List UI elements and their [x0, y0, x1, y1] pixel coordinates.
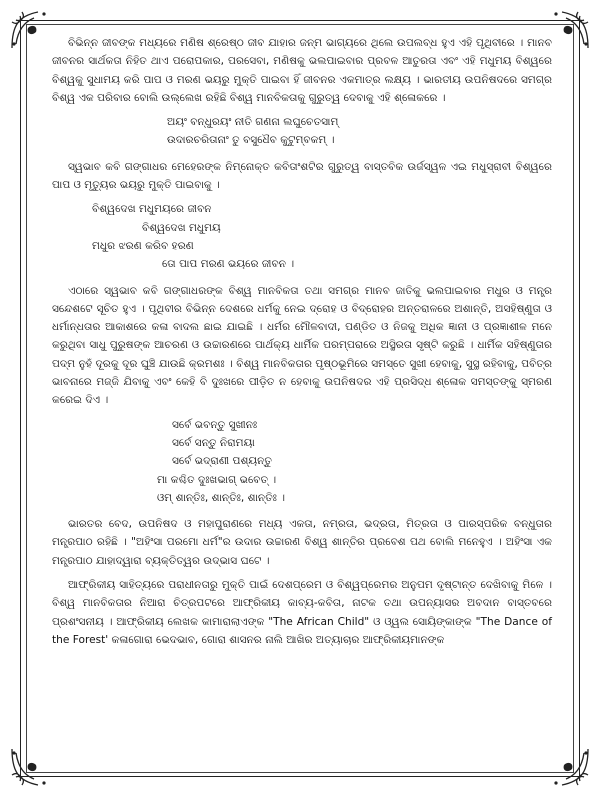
poem-excerpt [52, 200, 552, 273]
corner-ornament-bottom-left [8, 745, 52, 789]
sanskrit-shloka-sarve [52, 416, 552, 507]
shloka-line: ସର୍ବେ ଭବନ୍ତୁ ସୁଖୀନଃ [172, 418, 258, 431]
shloka-line: ଓମ୍ ଶାନ୍ତିଃ, ଶାନ୍ତିଃ, ଶାନ୍ତିଃ । [157, 491, 286, 504]
paragraph-gangadhar: ସ୍ୱଭାବ କବି ଗଙ୍ଗାଧର ମେହେରଙ୍କ ନିମ୍ନୋକ୍ତ କବିତାଂଶଟିର ଗୁରୁତ୍ୱ ବାସ୍ତବିକ ଉର୍ଜସ୍ୱଳ ଏଇ ମଧୁସ୍ରାବୀ ବିଶ୍ୱରେ ପାପ ଓ ମୃତ୍ୟୁର ଭୟରୁ ମୁକ୍ତି ପାଇବାକୁ । [52, 160, 552, 192]
shloka-line: ମା କଶ୍ଚିତ ଦୁଃଖଭାଗ୍ ଭବେତ୍ । [157, 473, 277, 486]
poem-line: ତୋ ପାପ ମରଣ ଭୟରେ ଜୀବନ । [162, 258, 295, 271]
poem-line: ମଧୁର ଝରଣ କରିବ ହରଣ [92, 239, 194, 252]
paragraph-religion: ଏଠାରେ ସ୍ୱଭାବ କବି ଗଙ୍ଗାଧରଙ୍କ ବିଶ୍ୱ ମାନବିକତା ତଥା ସମଗ୍ର ମାନବ ଜାତିକୁ ଭଲପାଇବାର ମଧୁର ଓ ମନ୍ତ୍ର ସନ୍ଦେଶଟେ ସୂଚିତ ହୁଏ । ପୃଥିବୀର ବିଭିନ୍ନ ଦେଶରେ ଧର୍ମକୁ ନେଇ ଦ୍ରୋହ ଓ ବିଦ୍ରୋହର ଅନ୍ତରାଳରେ ଅଶାନ୍ତି, ଅସହିଷ୍ଣୁତା ଓ ଧର୍ମାନ୍ଧତାର ଆକାଶରେ କଳା ବାଦଲ ଛାଇ ଯାଇଛି । ଧର୍ମର ମୌଳବାଦୀ, ପଣ୍ଡିତ ଓ ନିଜକୁ ଅଧିକ ଜ୍ଞାନୀ ଓ ପ୍ରଜ୍ଞାଶୀଳ ମନେ କରୁଥିବା ସାଧୁ ପୁରୁଷଙ୍କ ଆଚରଣ ଓ ଉଚ୍ଚାରଣରେ ପାର୍ଥକ୍ୟ ଧାର୍ମିକ ପରମ୍ପରାରେ ଅସ୍ଥିରତା ସୃଷ୍ଟି କରୁଛି । ଧାର୍ମିକ ସହିଷ୍ଣୁତାର ପଦ୍ମ ନୁହଁ ଦୂରକୁ ଦୂର ଘୁଞ୍ଚି ଯାଉଛି କ୍ରମଶଃ । ବିଶ୍ୱ ମାନବିକତାର ପୃଷ୍ଠଭୂମିରେ ସମସ୍ତେ ସୁଖୀ ହେବାକୁ, ସୁସ୍ଥ ରହିବାକୁ, ପବିତ୍ର ଭାବନାରେ ମଜ୍ଜି ଯିବାକୁ ଏବଂ କେହି ବି ଦୁଃଖରେ ପୀଡ଼ିତ ନ ହେବାକୁ ଉପନିଷଦର ଏହି ପ୍ରସିଦ୍ଧ ଶ୍ଳୋକ ସମସ୍ତଙ୍କୁ ସ୍ମରଣ କରେଇ ଦିଏ । [52, 284, 552, 407]
paragraph-ahimsa: ଭାରତର ବେଦ, ଉପନିଷଦ ଓ ମହାପୁରାଣରେ ମଧ୍ୟ ଏକତା, ନମ୍ରତା, ଭଦ୍ରତା, ମିତ୍ରତା ଓ ପାରସ୍ପରିକ ବନ୍ଧୁତାର ମନ୍ତ୍ରପାଠ ରହିଛି । "ଅହିଂସା ପରମୋ ଧର୍ମ"ର ଉଦାର ଉଚ୍ଚାରଣ ବିଶ୍ୱ ଶାନ୍ତିର ପ୍ରବେଶ ପଥ ବୋଲି ମନେହୁଏ । ଅହିଂସା ଏକ ମନ୍ତ୍ରପାଠ ଯାହାଦ୍ୱାରା ବ୍ୟକ୍ତିତ୍ୱର ଉଦ୍ଭାସ ଘଟେ । [52, 518, 552, 567]
corner-ornament-top-right [548, 8, 592, 52]
paragraph-african-literature: ଆଫ୍ରିକୀୟ ସାହିତ୍ୟରେ ପରାଧୀନତାରୁ ମୁକ୍ତି ପାଇଁ ଦେଶପ୍ରେମ ଓ ବିଶ୍ୱପ୍ରେମର ଅନୁପମ ଦୃଷ୍ଟାନ୍ତ ଦେଖିବାକୁ ମିଳେ । ବିଶ୍ୱ ମାନବିକତାର ନିଆରା ଚିତ୍ରପଟରେ ଆଫ୍ରିକୀୟ କାବ୍ୟ-କବିତା, ନାଟକ ତଥା ଉପନ୍ୟାସର ଅବଦାନ ବାସ୍ତବରେ ପ୍ରଶଂସନୀୟ । ଆଫ୍ରିକୀୟ ଲେଖକ କାମାରାଲାଏଙ୍କ "The African Child" ଓ ଓ୍ୱଲ ସୋୟିଙ୍କାଙ୍କ "The Dance of the Forest' କଳାଗୋରା ଭେଦଭାବ, ଗୋରା ଶାସନର ନାଲି ଆଖିର ଅତ୍ୟାଚାର ଆଫ୍ରିକୀୟମାନଙ୍କ [52, 579, 552, 646]
shloka-line: ଅୟଂ ବନ୍ଧୁରୟଂ ନୀତି ଗଣନା ଲଘୁଚେତସାମ୍ [167, 116, 339, 129]
sanskrit-shloka-vasudhaiva [52, 113, 552, 150]
shloka-line: ସର୍ବେ ସନ୍ତୁ ନିରାମୟା [172, 436, 255, 449]
page-content [52, 34, 552, 769]
poem-line: ବିଶ୍ୱଦେଖ ମଧୁମୟ [142, 221, 221, 234]
corner-ornament-top-left [8, 8, 52, 52]
paragraph-intro: ବିଭିନ୍ନ ଜୀବଙ୍କ ମଧ୍ୟରେ ମଣିଷ ଶ୍ରେଷ୍ଠ ଜୀବ ଯାହାର ଜନ୍ମ ଭାଗ୍ୟରେ ଥିଲେ ଉପଲବ୍ଧ ହୁଏ ଏହି ପୃଥିବୀରେ । ମାନବ ଜୀବନର ସାର୍ଥକତା ନିହିତ ଥାଏ ପରୋପକାର, ପରସେବା, ମଣିଷକୁ ଭଲପାଇବାର ପ୍ରବଳ ଆତୁରତା ଏବଂ ଏହି ମଧୁମୟ ବିଶ୍ୱରେ ବିଶ୍ୱକୁ ସୁଧାମୟ କରି ପାପ ଓ ମରଣ ଭୟରୁ ମୁକ୍ତି ପାଇବା ହିଁ ଜୀବନର ଏକମାତ୍ର ଲକ୍ଷ୍ୟ । ଭାରତୀୟ ଉପନିଷଦରେ ସମଗ୍ର ବିଶ୍ୱ ଏକ ପରିବାର ବୋଲି ଉଲ୍ଲେଖ ରହିଛି ବିଶ୍ୱ ମାନବିକତାକୁ ଗୁରୁତ୍ୱ ଦେବାକୁ ଏହି ଶ୍ଳୋକରେ । [52, 37, 552, 104]
poem-line: ବିଶ୍ୱଦେଖ ମଧୁମୟରେ ଜୀବନ [92, 203, 212, 216]
shloka-line: ସର୍ବେ ଭଦ୍ରାଣୀ ପଶ୍ୟନ୍ତୁ [172, 455, 272, 468]
corner-ornament-bottom-right [548, 745, 592, 789]
shloka-line: ଉଦାରଚରିତାନାଂ ତୁ ବସୁଧୈବ କୁଟୁମ୍ବକମ୍ । [167, 134, 335, 147]
